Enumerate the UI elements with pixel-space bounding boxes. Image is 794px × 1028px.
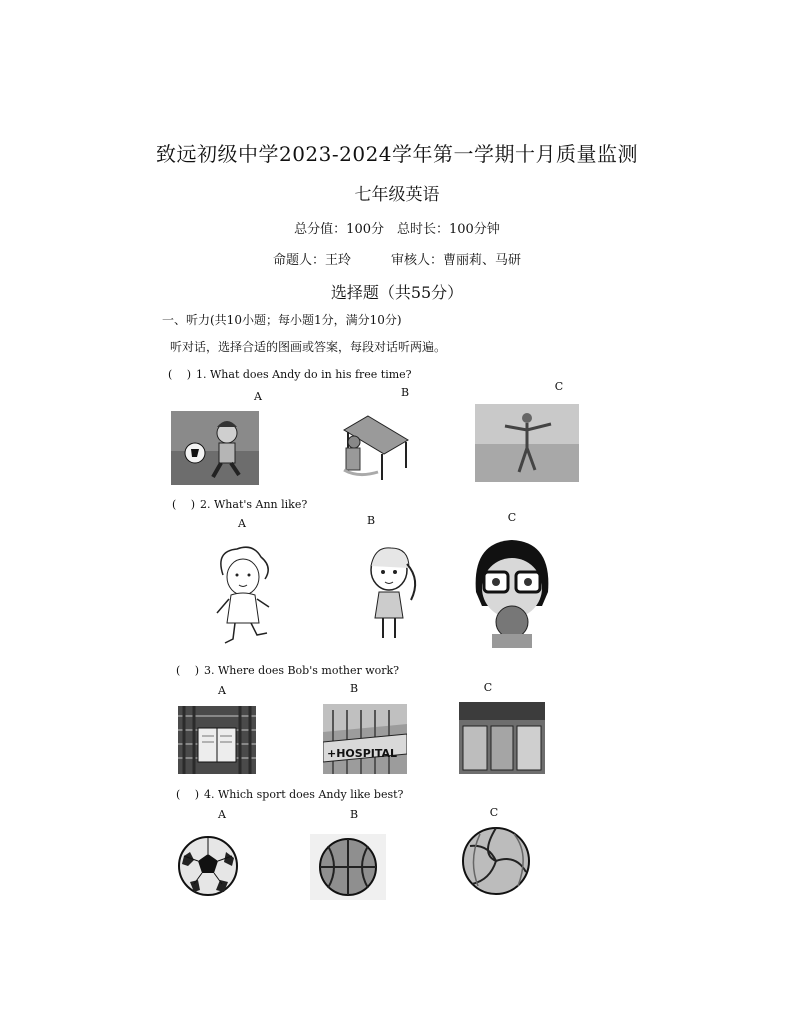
option-label: B xyxy=(349,808,359,821)
picture-hospital[interactable] xyxy=(323,704,407,774)
instruction: 听对话，选择合适的图画或答案，每段对话听两遍。 xyxy=(170,340,447,354)
section-title: 选择题（共55分） xyxy=(330,283,464,302)
picture-curly-girl[interactable] xyxy=(205,545,285,647)
option-label: C xyxy=(554,380,564,393)
picture-library[interactable] xyxy=(178,706,256,774)
picture-basketball[interactable] xyxy=(310,834,386,900)
option-label: B xyxy=(366,514,376,527)
option-label: A xyxy=(218,808,226,821)
option-label: C xyxy=(483,681,493,694)
option-label: B xyxy=(400,386,410,399)
question-text: 4. Which sport does Andy like best? xyxy=(204,788,404,801)
picture-volleyball[interactable] xyxy=(460,824,532,898)
picture-soccer-ball[interactable] xyxy=(176,834,240,898)
question-3 xyxy=(176,662,399,678)
option-label: A xyxy=(238,517,246,530)
picture-glasses-girl[interactable] xyxy=(470,536,554,648)
part-title: 一、听力(共10小题；每小题1分，满分10分) xyxy=(162,313,402,327)
option-label: A xyxy=(254,390,262,403)
exam-subtitle: 七年级英语 xyxy=(354,185,440,205)
score-info: 总分值：100分 总时长：100分钟 xyxy=(294,222,500,237)
picture-shop[interactable] xyxy=(459,702,545,774)
author: 命题人：王玲 xyxy=(272,253,351,268)
question-text: 1. What does Andy do in his free time? xyxy=(196,368,412,381)
option-label: C xyxy=(507,511,517,524)
question-text: 3. Where does Bob's mother work? xyxy=(204,664,400,677)
option-label: A xyxy=(218,684,226,697)
option-label: B xyxy=(349,682,359,695)
question-2 xyxy=(172,496,307,512)
exam-title: 致远初级中学2023-2024学年第一学期十月质量监测 xyxy=(155,142,639,166)
question-text: 2. What's Ann like? xyxy=(200,498,308,511)
answer-bracket[interactable]: ( ) xyxy=(172,498,196,511)
authors-line xyxy=(0,249,794,268)
hospital-sign: +HOSPITAL xyxy=(327,747,398,760)
picture-ponytail-girl[interactable] xyxy=(355,540,433,646)
question-1 xyxy=(168,366,412,382)
answer-bracket[interactable]: ( ) xyxy=(176,788,200,801)
option-label: C xyxy=(489,806,499,819)
picture-table-tennis[interactable] xyxy=(338,406,420,482)
answer-bracket[interactable]: ( ) xyxy=(168,368,192,381)
picture-dancing[interactable] xyxy=(475,404,579,482)
answer-bracket[interactable]: ( ) xyxy=(176,664,200,677)
question-4 xyxy=(176,786,403,802)
picture-girl-football[interactable] xyxy=(171,411,259,485)
reviewer: 审核人：曹丽莉、马研 xyxy=(391,253,522,268)
